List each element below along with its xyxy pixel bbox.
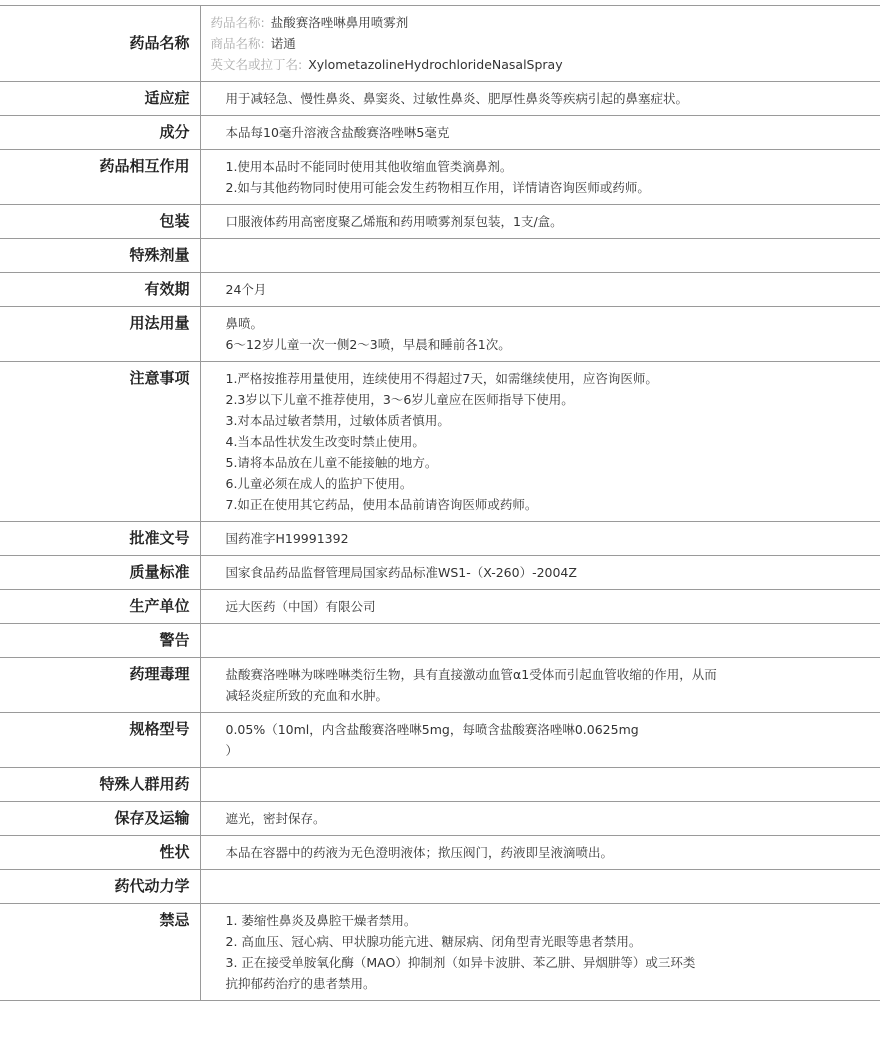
spec-value <box>200 82 880 116</box>
english-name-key: 英文名或拉丁名: <box>210 57 303 72</box>
spec-label: 药代动力学 <box>0 870 200 904</box>
spec-value <box>200 116 880 150</box>
spec-value-line: 国家食品药品监督管理局国家药品标准WS1-（X-260）-2004Z <box>225 565 577 580</box>
spec-label: 生产单位 <box>0 590 200 624</box>
trade-name-key: 商品名称: <box>210 36 265 51</box>
spec-label: 保存及运输 <box>0 802 200 836</box>
spec-value <box>200 239 880 273</box>
spec-label: 规格型号 <box>0 713 200 768</box>
spec-row <box>0 836 880 870</box>
spec-row <box>0 205 880 239</box>
spec-row <box>0 658 880 713</box>
spec-row <box>0 82 880 116</box>
spec-value-line: ） <box>225 743 239 758</box>
spec-value-line: 5.请将本品放在儿童不能接触的地方。 <box>225 455 438 470</box>
spec-label: 性状 <box>0 836 200 870</box>
spec-value-line: 用于减轻急、慢性鼻炎、鼻窦炎、过敏性鼻炎、肥厚性鼻炎等疾病引起的鼻塞症状。 <box>225 91 689 106</box>
spec-row <box>0 904 880 1001</box>
spec-row <box>0 522 880 556</box>
spec-row <box>0 362 880 522</box>
spec-value <box>200 362 880 522</box>
spec-label: 禁忌 <box>0 904 200 1001</box>
spec-row-product-name <box>0 6 880 82</box>
spec-label: 药品相互作用 <box>0 150 200 205</box>
spec-value <box>200 713 880 768</box>
spec-value-line: 2.如与其他药物同时使用可能会发生药物相互作用，详情请咨询医师或药师。 <box>225 180 650 195</box>
spec-label: 药品名称 <box>0 6 200 82</box>
spec-label: 批准文号 <box>0 522 200 556</box>
spec-value-line: 盐酸赛洛唑啉为咪唑啉类衍生物，具有直接激动血管α1受体而引起血管收缩的作用，从而 <box>225 667 717 682</box>
spec-value-line: 6.儿童必须在成人的监护下使用。 <box>225 476 413 491</box>
spec-value <box>200 556 880 590</box>
spec-label: 特殊人群用药 <box>0 768 200 802</box>
spec-value-line: 减轻炎症所致的充血和水肿。 <box>225 688 389 703</box>
spec-value-line: 3. 正在接受单胺氧化酶（MAO）抑制剂（如异卡波肼、苯乙肼、异烟肼等）或三环类 <box>225 955 696 970</box>
spec-row <box>0 713 880 768</box>
spec-row <box>0 273 880 307</box>
spec-value <box>200 768 880 802</box>
spec-value <box>200 836 880 870</box>
trade-name-line <box>211 33 867 54</box>
spec-row <box>0 150 880 205</box>
spec-value-line: 本品每10毫升溶液含盐酸赛洛唑啉5毫克 <box>225 125 450 140</box>
spec-value <box>200 273 880 307</box>
spec-value-line: 7.如正在使用其它药品，使用本品前请咨询医师或药师。 <box>225 497 538 512</box>
drug-name-key: 药品名称: <box>210 15 265 30</box>
drug-name-value: 盐酸赛洛唑啉鼻用喷雾剂 <box>270 15 409 30</box>
spec-row <box>0 768 880 802</box>
spec-label: 适应症 <box>0 82 200 116</box>
spec-label: 注意事项 <box>0 362 200 522</box>
spec-row <box>0 624 880 658</box>
drug-spec-table-body <box>0 6 880 1001</box>
spec-value-line: 3.对本品过敏者禁用，过敏体质者慎用。 <box>225 413 450 428</box>
spec-label: 包装 <box>0 205 200 239</box>
drug-name-line <box>211 12 867 33</box>
spec-value <box>200 6 880 82</box>
spec-value-line: 1. 萎缩性鼻炎及鼻腔干燥者禁用。 <box>225 913 417 928</box>
spec-label: 质量标准 <box>0 556 200 590</box>
spec-value <box>200 870 880 904</box>
spec-value-line: 抗抑郁药治疗的患者禁用。 <box>225 976 376 991</box>
spec-value <box>200 307 880 362</box>
spec-value <box>200 658 880 713</box>
spec-value-line: 远大医药（中国）有限公司 <box>225 599 376 614</box>
spec-value-line: 鼻喷。 <box>225 316 264 331</box>
spec-label: 特殊剂量 <box>0 239 200 273</box>
spec-label: 用法用量 <box>0 307 200 362</box>
spec-row <box>0 556 880 590</box>
drug-spec-table <box>0 5 880 1001</box>
spec-row <box>0 239 880 273</box>
spec-value <box>200 624 880 658</box>
spec-value-line: 遮光，密封保存。 <box>225 811 326 826</box>
spec-value <box>200 150 880 205</box>
english-name-value: XylometazolineHydrochlorideNasalSpray <box>308 57 563 72</box>
spec-value-line: 6～12岁儿童一次一侧2～3喷，早晨和睡前各1次。 <box>225 337 511 352</box>
spec-row <box>0 590 880 624</box>
spec-value-line: 2.3岁以下儿童不推荐使用，3～6岁儿童应在医师指导下使用。 <box>225 392 574 407</box>
spec-value-line: 0.05%（10ml，内含盐酸赛洛唑啉5mg，每喷含盐酸赛洛唑啉0.0625mg <box>225 722 639 737</box>
spec-row <box>0 802 880 836</box>
spec-label: 警告 <box>0 624 200 658</box>
spec-label: 有效期 <box>0 273 200 307</box>
spec-value-line: 1.严格按推荐用量使用，连续使用不得超过7天，如需继续使用，应咨询医师。 <box>225 371 658 386</box>
spec-value-line: 本品在容器中的药液为无色澄明液体；揿压阀门，药液即呈液滴喷出。 <box>225 845 614 860</box>
spec-value <box>200 904 880 1001</box>
spec-value-line: 口服液体药用高密度聚乙烯瓶和药用喷雾剂泵包装，1支/盒。 <box>225 214 563 229</box>
spec-value-line: 国药准字H19991392 <box>225 531 349 546</box>
english-name-line <box>211 54 867 75</box>
spec-value-line: 2. 高血压、冠心病、甲状腺功能亢进、糖尿病、闭角型青光眼等患者禁用。 <box>225 934 642 949</box>
spec-value-line: 4.当本品性状发生改变时禁止使用。 <box>225 434 425 449</box>
spec-row <box>0 307 880 362</box>
spec-row <box>0 870 880 904</box>
spec-value-line: 24个月 <box>225 282 267 297</box>
spec-value <box>200 205 880 239</box>
spec-label: 药理毒理 <box>0 658 200 713</box>
spec-label: 成分 <box>0 116 200 150</box>
spec-value <box>200 522 880 556</box>
trade-name-value: 诺通 <box>270 36 296 51</box>
spec-row <box>0 116 880 150</box>
spec-value <box>200 802 880 836</box>
spec-value-line: 1.使用本品时不能同时使用其他收缩血管类滴鼻剂。 <box>225 159 513 174</box>
spec-value <box>200 590 880 624</box>
